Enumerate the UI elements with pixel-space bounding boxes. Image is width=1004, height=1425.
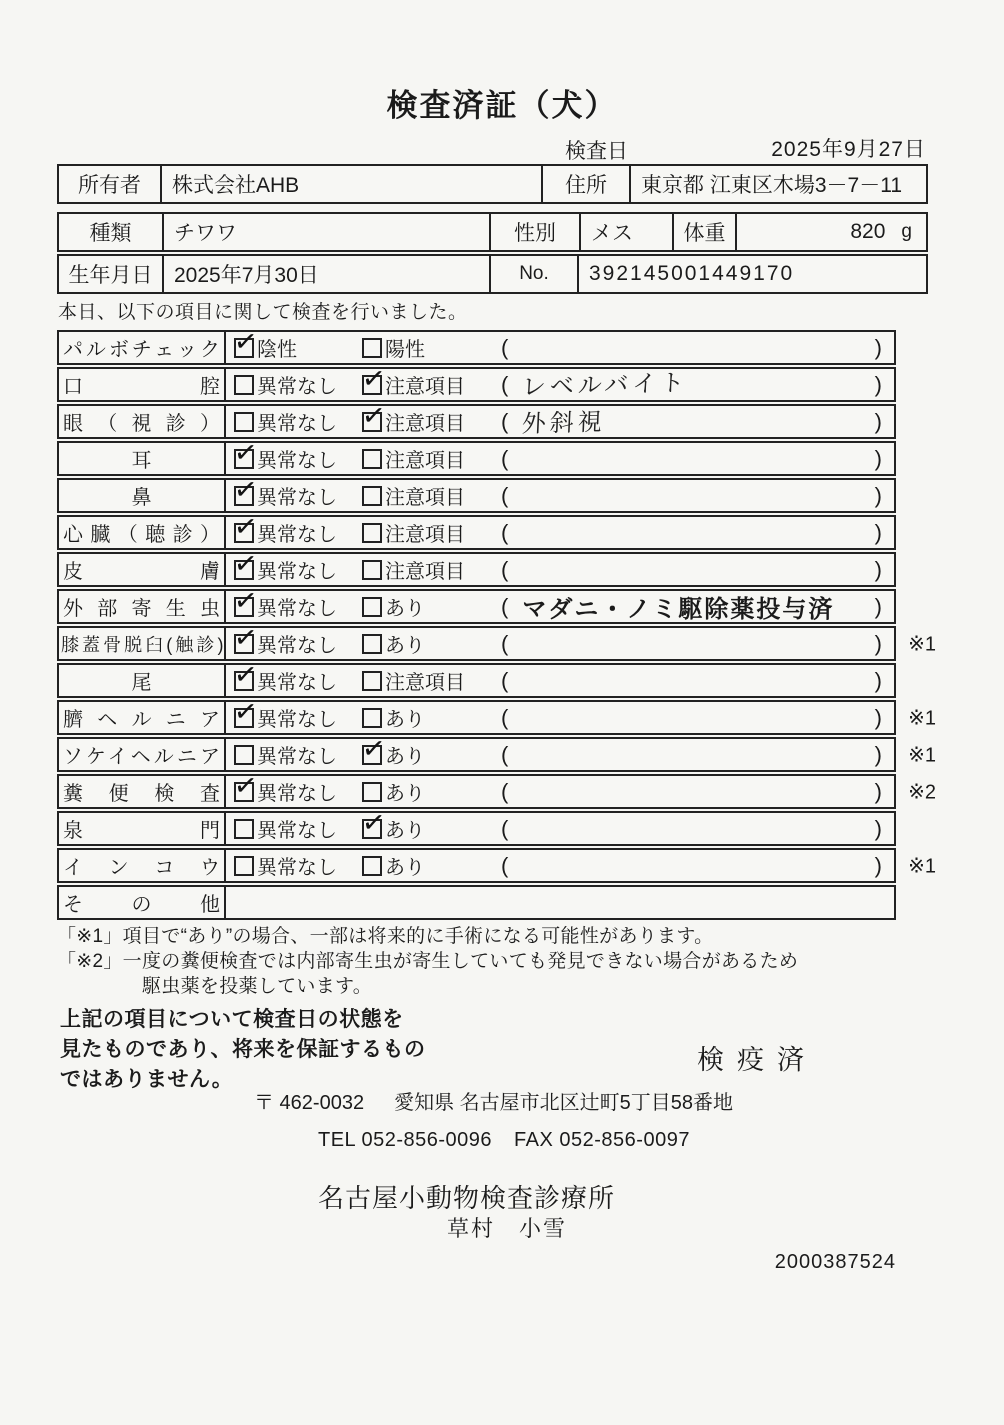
checkbox-checked-icon (362, 745, 382, 765)
paren-close: ) (874, 852, 882, 878)
paren-close: ) (874, 630, 882, 656)
option-unchecked (234, 407, 362, 436)
paren-close: ) (874, 667, 882, 693)
option-unchecked (234, 740, 362, 769)
paren-close: ) (874, 519, 882, 545)
clinic-name: 名古屋小動物検査診療所 (318, 1183, 616, 1213)
checkbox-checked-icon (234, 597, 254, 617)
checklist-item-label: 眼（視診） (59, 406, 226, 437)
checkbox-checked-icon (234, 782, 254, 802)
handwritten-note: 外斜視 (521, 408, 607, 439)
checklist-row (57, 330, 896, 365)
paren-close: ) (874, 408, 882, 434)
checklist-row (57, 515, 896, 550)
checklist-item-label: その他 (59, 887, 226, 918)
address-value: 東京都 江東区木場3－7－11 (629, 166, 926, 202)
paren-open: ( (501, 630, 509, 656)
option-checked (234, 518, 362, 547)
option-unchecked (362, 851, 494, 880)
birth-value: 2025年7月30日 (162, 256, 489, 292)
option-unchecked (362, 703, 494, 732)
disclaimer-line-1: 上記の項目について検査日の状態を (60, 1008, 404, 1031)
option-unchecked (234, 370, 362, 399)
checklist-row (57, 663, 896, 698)
checklist-item-options (226, 480, 894, 511)
paren-open: ( (501, 482, 509, 508)
checklist-table (57, 330, 936, 922)
paren-open: ( (501, 593, 509, 619)
paren-close: ) (874, 482, 882, 508)
checkbox-empty-icon (362, 449, 382, 469)
reference-mark: ※2 (908, 781, 936, 803)
option-label: 異常なし (257, 376, 337, 398)
option-checked (234, 481, 362, 510)
paren-open: ( (501, 371, 509, 397)
checkbox-empty-icon (362, 597, 382, 617)
checklist-item-options (226, 369, 894, 400)
option-label: 注意項目 (385, 672, 465, 694)
page-title: 検査済証（犬） (386, 88, 618, 123)
option-label: 異常なし (257, 746, 337, 768)
checkbox-empty-icon (234, 745, 254, 765)
inspection-date-label: 検査日 (565, 140, 628, 163)
option-unchecked (234, 814, 362, 843)
option-label: あり (385, 635, 425, 657)
pet-table-row1 (57, 212, 928, 252)
option-label: あり (385, 820, 425, 842)
option-label: あり (385, 783, 425, 805)
paren-open: ( (501, 408, 509, 434)
option-checked (234, 629, 362, 658)
option-label: 注意項目 (385, 376, 465, 398)
checklist-row (57, 774, 936, 809)
birth-label: 生年月日 (68, 264, 153, 287)
intro-text: 本日、以下の項目に関して検査を行いました。 (58, 302, 468, 323)
option-label: あり (385, 598, 425, 620)
breed-value: チワワ (162, 214, 489, 250)
checkbox-checked-icon (362, 412, 382, 432)
checkbox-empty-icon (362, 671, 382, 691)
reference-mark: ※1 (908, 707, 936, 729)
weight-label: 体重 (672, 214, 735, 250)
handwritten-note: レベルバイト (521, 369, 690, 402)
option-unchecked (362, 629, 494, 658)
paren-close: ) (874, 371, 882, 397)
breed-label: 種類 (89, 222, 132, 245)
disclaimer-text (60, 1005, 426, 1095)
option-unchecked (362, 518, 494, 547)
checklist-item-label: 耳 (59, 443, 226, 474)
checkbox-checked-icon (362, 375, 382, 395)
pet-table-row2 (57, 254, 928, 294)
checklist-item-label: 尾 (59, 665, 226, 696)
checklist-row (57, 404, 896, 439)
paren-open: ( (501, 556, 509, 582)
checkbox-empty-icon (362, 523, 382, 543)
paren-open: ( (501, 445, 509, 471)
checklist-item-options (226, 332, 894, 363)
owner-table (57, 164, 928, 204)
option-checked (234, 703, 362, 732)
clinic-tel: TEL 052-856-0096 (318, 1129, 493, 1151)
veterinarian-name: 草村 小雪 (447, 1216, 568, 1241)
option-checked (362, 407, 494, 436)
checkbox-empty-icon (362, 560, 382, 580)
clinic-fax: FAX 052-856-0097 (514, 1129, 690, 1151)
paren-close: ) (874, 593, 882, 619)
checkbox-empty-icon (362, 782, 382, 802)
checklist-row (57, 811, 896, 846)
checklist-item-label: 心臓（聴診） (59, 517, 226, 548)
option-label: 異常なし (257, 635, 337, 657)
checklist-item-label: 皮膚 (59, 554, 226, 585)
checkbox-checked-icon (234, 671, 254, 691)
paren-open: ( (501, 334, 509, 360)
weight-unit: g (901, 221, 912, 242)
checkbox-checked-icon (234, 338, 254, 358)
option-label: 異常なし (257, 857, 337, 879)
option-label: 異常なし (257, 783, 337, 805)
checklist-row (57, 552, 896, 587)
checklist-item-label: 口腔 (59, 369, 226, 400)
paren-close: ) (874, 334, 882, 360)
checklist-item-options (226, 591, 894, 622)
option-label: 異常なし (257, 413, 337, 435)
option-label: 注意項目 (385, 487, 465, 509)
checkbox-empty-icon (362, 634, 382, 654)
option-label: あり (385, 709, 425, 731)
footnote-2-continued: 駆虫薬を投薬しています。 (142, 976, 373, 997)
checklist-item-options (226, 739, 894, 770)
checkbox-empty-icon (234, 375, 254, 395)
option-unchecked (362, 555, 494, 584)
checklist-row (57, 441, 896, 476)
option-checked (234, 444, 362, 473)
checklist-item-label: 鼻 (59, 480, 226, 511)
checklist-row (57, 367, 896, 402)
paren-close: ) (874, 815, 882, 841)
option-checked (234, 592, 362, 621)
checklist-row (57, 737, 936, 772)
option-checked (362, 740, 494, 769)
paren-close: ) (874, 556, 882, 582)
option-label: あり (385, 857, 425, 879)
option-label: 異常なし (257, 450, 337, 472)
checklist-item-options (226, 850, 894, 881)
checklist-item-options (226, 776, 894, 807)
checkbox-empty-icon (234, 856, 254, 876)
checklist-item-label: ソケイヘルニア (59, 739, 226, 770)
checklist-item-label: 糞便検査 (59, 776, 226, 807)
checklist-item-options (226, 628, 894, 659)
checklist-item-label: 膝蓋骨脱臼(触診) (59, 628, 226, 659)
option-label: 異常なし (257, 820, 337, 842)
reference-mark: ※1 (908, 633, 936, 655)
paren-open: ( (501, 704, 509, 730)
option-label: 注意項目 (385, 524, 465, 546)
printed-note: マダニ・ノミ駆除薬投与済 (522, 596, 835, 623)
reference-mark: ※1 (908, 855, 936, 877)
clinic-tel-line (318, 1129, 690, 1152)
checklist-item-options (226, 813, 894, 844)
checkbox-checked-icon (234, 634, 254, 654)
owner-value: 株式会社AHB (160, 166, 541, 202)
disclaimer-line-3: ではありません。 (60, 1068, 234, 1091)
inspection-date-value: 2025年9月27日 (771, 138, 926, 161)
option-unchecked (362, 481, 494, 510)
paren-close: ) (874, 778, 882, 804)
checkbox-empty-icon (234, 412, 254, 432)
paren-open: ( (501, 778, 509, 804)
checklist-item-options (226, 665, 894, 696)
option-unchecked (362, 666, 494, 695)
checkbox-checked-icon (234, 449, 254, 469)
checklist-row (57, 478, 896, 513)
sex-value: メス (579, 214, 672, 250)
checklist-row (57, 589, 896, 624)
checkbox-checked-icon (362, 819, 382, 839)
option-checked (362, 814, 494, 843)
option-checked (234, 555, 362, 584)
checkbox-empty-icon (362, 856, 382, 876)
paren-open: ( (501, 667, 509, 693)
checkbox-checked-icon (234, 560, 254, 580)
checklist-item-options (226, 554, 894, 585)
paren-open: ( (501, 519, 509, 545)
footnote-2: 「※2」一度の糞便検査では内部寄生虫が寄生していても発見できない場合があるため (57, 951, 799, 972)
option-label: 注意項目 (385, 450, 465, 472)
paren-open: ( (501, 741, 509, 767)
checklist-row (57, 885, 896, 920)
option-unchecked (362, 333, 494, 362)
checkbox-checked-icon (234, 708, 254, 728)
serial-number: 2000387524 (774, 1251, 896, 1273)
weight-value: 820 (850, 220, 886, 243)
checkbox-empty-icon (362, 708, 382, 728)
checklist-item-options (226, 443, 894, 474)
paren-open: ( (501, 815, 509, 841)
owner-label: 所有者 (78, 174, 141, 197)
paren-close: ) (874, 741, 882, 767)
option-label: 異常なし (257, 561, 337, 583)
checklist-item-label: インコウ (59, 850, 226, 881)
paren-open: ( (501, 852, 509, 878)
option-unchecked (362, 777, 494, 806)
checklist-item-options (226, 406, 894, 437)
option-label: 異常なし (257, 598, 337, 620)
address-label: 住所 (541, 166, 629, 202)
checklist-item-options (226, 887, 894, 918)
footnote-1: 「※1」項目で“あり”の場合、一部は将来的に手術になる可能性があります。 (57, 926, 714, 947)
checklist-item-label: パルボチェック (59, 332, 226, 363)
weight-value-cell (735, 214, 926, 250)
clinic-postal-line (254, 1086, 733, 1115)
disclaimer-line-2: 見たものであり、将来を保証するもの (60, 1038, 426, 1061)
option-label: あり (385, 746, 425, 768)
checkbox-empty-icon (234, 819, 254, 839)
no-value: 392145001449170 (577, 256, 926, 292)
clinic-postal: 〒 462-0032 (254, 1092, 365, 1114)
option-label: 異常なし (257, 487, 337, 509)
option-unchecked (362, 592, 494, 621)
checkbox-empty-icon (362, 338, 382, 358)
option-unchecked (234, 851, 362, 880)
checkbox-checked-icon (234, 523, 254, 543)
option-checked (234, 666, 362, 695)
option-label: 注意項目 (385, 413, 465, 435)
option-checked (362, 370, 494, 399)
checklist-row (57, 848, 936, 883)
quarantine-stamp: 検疫済 (697, 1045, 817, 1075)
checklist-item-label: 臍ヘルニア (59, 702, 226, 733)
reference-mark: ※1 (908, 744, 936, 766)
option-label: 異常なし (257, 524, 337, 546)
clinic-address: 愛知県 名古屋市北区辻町5丁目58番地 (394, 1092, 734, 1114)
option-label: 陰性 (257, 339, 297, 361)
no-label: No. (489, 256, 577, 292)
sex-label: 性別 (489, 214, 579, 250)
checklist-item-label: 外部寄生虫 (59, 591, 226, 622)
checklist-item-options (226, 702, 894, 733)
option-label: 注意項目 (385, 561, 465, 583)
option-label: 異常なし (257, 672, 337, 694)
checklist-row (57, 626, 936, 661)
option-label: 異常なし (257, 709, 337, 731)
checklist-item-options (226, 517, 894, 548)
paren-close: ) (874, 445, 882, 471)
option-unchecked (362, 444, 494, 473)
footnotes (57, 924, 798, 999)
option-checked (234, 333, 362, 362)
checkbox-empty-icon (362, 486, 382, 506)
checklist-row (57, 700, 936, 735)
option-label: 陽性 (385, 339, 425, 361)
checklist-item-label: 泉門 (59, 813, 226, 844)
inspection-date-line (57, 135, 928, 161)
paren-close: ) (874, 704, 882, 730)
option-checked (234, 777, 362, 806)
checkbox-checked-icon (234, 486, 254, 506)
